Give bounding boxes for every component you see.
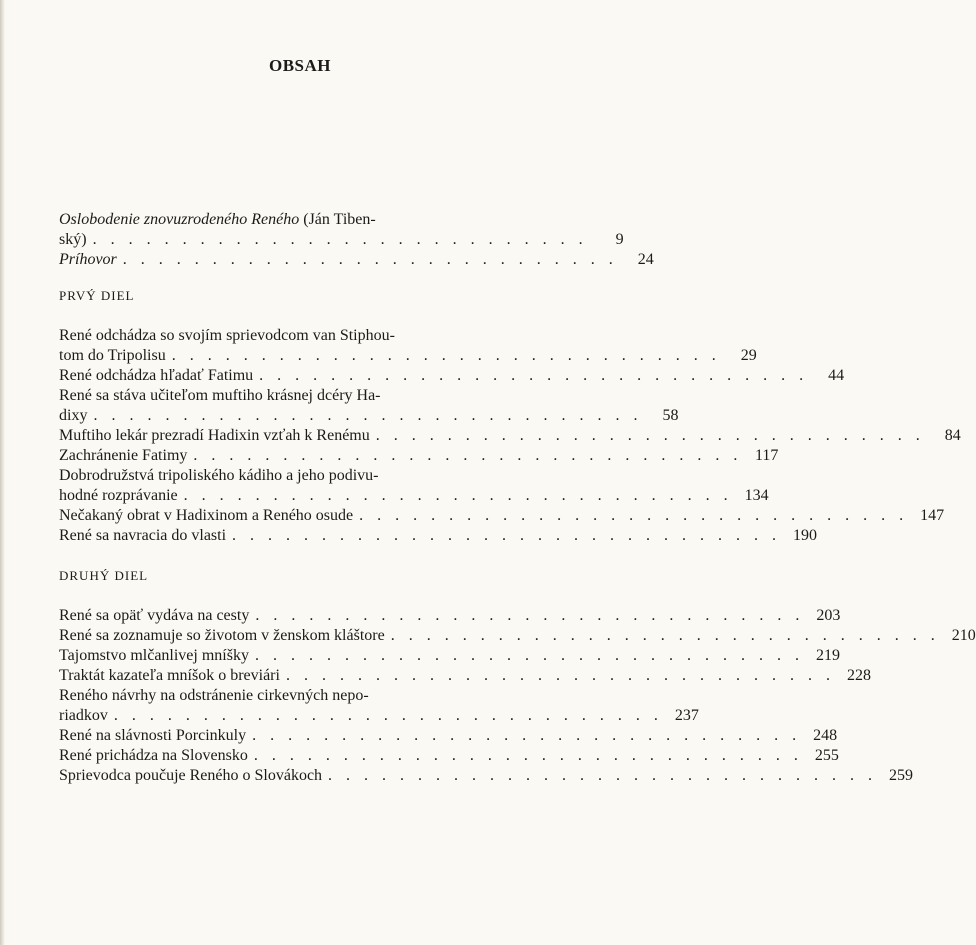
toc-entry-title: tom do Tripolisu bbox=[59, 347, 166, 364]
toc-entry bbox=[59, 386, 679, 426]
leader-dots: . . . . . . . . . . . . . . . . . . . . . . . . . . . . . . . bbox=[252, 727, 802, 744]
toc-entry-title: René prichádza na Slovensko bbox=[59, 747, 248, 764]
toc-page-number: 9 bbox=[615, 231, 624, 248]
toc-page-number: 147 bbox=[920, 507, 945, 524]
toc-entry bbox=[59, 466, 769, 506]
toc-entry bbox=[59, 686, 699, 726]
toc-entry-title: Sprievodca poučuje Reného o Slovákoch bbox=[59, 767, 323, 784]
toc-entry-title: riadkov bbox=[59, 707, 108, 724]
toc-entry-title: Muftiho lekár prezradí Hadixin vzťah k Renému bbox=[59, 427, 370, 444]
part2-entries bbox=[59, 606, 976, 786]
toc-entry bbox=[59, 626, 976, 646]
toc-entry-title: Dobrodružstvá tripoliského kádiho a jeho podivu- bbox=[59, 467, 379, 484]
toc-page-number: 44 bbox=[828, 367, 845, 384]
leader-dots: . . . . . . . . . . . . . . . . . . . . . . . . . . . . . . . bbox=[193, 447, 743, 464]
part-heading: DRUHÝ DIEL bbox=[59, 568, 149, 583]
page-edge-shadow bbox=[0, 0, 5, 945]
leader-dots: . . . . . . . . . . . . . . . . . . . . . . . . . . . . . . . bbox=[259, 367, 809, 384]
toc-entry-title: René odchádza hľadať Fatimu bbox=[59, 367, 254, 384]
toc-entry-title: René na slávnosti Porcinkuly bbox=[59, 727, 247, 744]
toc-entry bbox=[59, 250, 654, 270]
toc-entry bbox=[59, 506, 945, 526]
leader-dots: . . . . . . . . . . . . . . . . . . . . . . . . . . . . . . . bbox=[113, 707, 663, 724]
toc-entry bbox=[59, 766, 914, 786]
leader-dots: . . . . . . . . . . . . . . . . . . . . . . . . . . . . . . . bbox=[390, 627, 940, 644]
toc-entry bbox=[59, 366, 845, 386]
leader-dots: . . . . . . . . . . . . . . . . . . . . . . . . . . . . . . . bbox=[171, 347, 721, 364]
toc-entry bbox=[59, 326, 757, 366]
toc-entry-title: René sa navracia do vlasti bbox=[59, 527, 227, 544]
toc-page-number: 190 bbox=[793, 527, 818, 544]
toc-page-number: 210 bbox=[951, 627, 976, 644]
part1-entries bbox=[59, 326, 961, 546]
leader-dots: . . . . . . . . . . . . . . . . . . . . . . . . . . . . . . . bbox=[183, 487, 733, 504]
page-title: OBSAH bbox=[268, 56, 332, 75]
toc-entry-title: Zachránenie Fatimy bbox=[59, 447, 188, 464]
toc-page-number: 259 bbox=[889, 767, 914, 784]
toc-page-number: 237 bbox=[674, 707, 699, 724]
toc-entry bbox=[59, 426, 961, 446]
toc-page-number: 117 bbox=[754, 447, 779, 464]
toc-entry-title: Príhovor bbox=[59, 251, 117, 268]
toc-entry bbox=[59, 210, 624, 250]
leader-dots: . . . . . . . . . . . . . . . . . . . . . . . . . . . . . . . bbox=[254, 647, 804, 664]
toc-entry-title: Traktát kazateľa mníšok o breviári bbox=[59, 667, 280, 684]
toc-page-number: 24 bbox=[637, 251, 654, 268]
leader-dots: . . . . . . . . . . . . . . . . . . . . . . . . . . . . . . . bbox=[232, 527, 782, 544]
toc-entry bbox=[59, 446, 779, 466]
toc-page-number: 58 bbox=[662, 407, 679, 424]
toc-entry bbox=[59, 746, 839, 766]
leader-dots: . . . . . . . . . . . . . . . . . . . . . . . . . . . . . . . bbox=[285, 667, 835, 684]
leader-dots: . . . . . . . . . . . . . . . . . . . . . . . . . . . . . . . bbox=[359, 507, 909, 524]
toc-entry-title: dixy bbox=[59, 407, 88, 424]
toc-entry bbox=[59, 526, 818, 546]
toc-entry-title: René sa stáva učiteľom muftiho krásnej dcéry Ha- bbox=[59, 387, 381, 404]
toc-entry-title-rest: (Ján Tiben- bbox=[299, 211, 376, 228]
leader-dots: . . . . . . . . . . . . . . . . . . . . . . . . . . . . . . . bbox=[255, 607, 805, 624]
toc-page-number: 219 bbox=[815, 647, 840, 664]
toc-page-number: 29 bbox=[740, 347, 757, 364]
toc-entry-title: Reného návrhy na odstránenie cirkevných nepo- bbox=[59, 687, 369, 704]
leader-dots: . . . . . . . . . . . . . . . . . . . . . . . . . . . . bbox=[122, 251, 618, 268]
table-of-contents bbox=[59, 210, 976, 786]
leader-dots: . . . . . . . . . . . . . . . . . . . . . . . . . . . . . . . bbox=[93, 407, 643, 424]
toc-entry-title: René odchádza so svojím sprievodcom van Stiphou- bbox=[59, 327, 395, 344]
leader-dots: . . . . . . . . . . . . . . . . . . . . . . . . . . . . bbox=[92, 231, 588, 248]
toc-entry-title: hodné rozprávanie bbox=[59, 487, 178, 504]
toc-page-number: 248 bbox=[813, 727, 838, 744]
toc-page-number: 228 bbox=[846, 667, 871, 684]
toc-entry-title-italic: Oslobodenie znovuzrodeného Reného bbox=[59, 211, 300, 228]
toc-entry-title: René sa opäť vydáva na cesty bbox=[59, 607, 250, 624]
toc-entry-title: René sa zoznamuje so životom v ženskom kláštore bbox=[59, 627, 385, 644]
toc-page-number: 203 bbox=[816, 607, 841, 624]
leader-dots: . . . . . . . . . . . . . . . . . . . . . . . . . . . . . . . bbox=[328, 767, 878, 784]
toc-entry-title: Nečakaný obrat v Hadixinom a Reného osude bbox=[59, 507, 354, 524]
leader-dots: . . . . . . . . . . . . . . . . . . . . . . . . . . . . . . . bbox=[375, 427, 925, 444]
toc-entry-title: Tajomstvo mlčanlivej mníšky bbox=[59, 647, 249, 664]
toc-page-number: 84 bbox=[944, 427, 961, 444]
toc-page-number: 134 bbox=[744, 487, 769, 504]
leader-dots: . . . . . . . . . . . . . . . . . . . . . . . . . . . . . . . bbox=[253, 747, 803, 764]
toc-page-number: 255 bbox=[814, 747, 839, 764]
toc-entry bbox=[59, 606, 841, 626]
part-heading: PRVÝ DIEL bbox=[59, 288, 135, 303]
toc-entry-title-cont: ský) bbox=[59, 231, 87, 248]
toc-entry bbox=[59, 646, 840, 666]
toc-entry bbox=[59, 726, 838, 746]
toc-entry bbox=[59, 666, 871, 686]
